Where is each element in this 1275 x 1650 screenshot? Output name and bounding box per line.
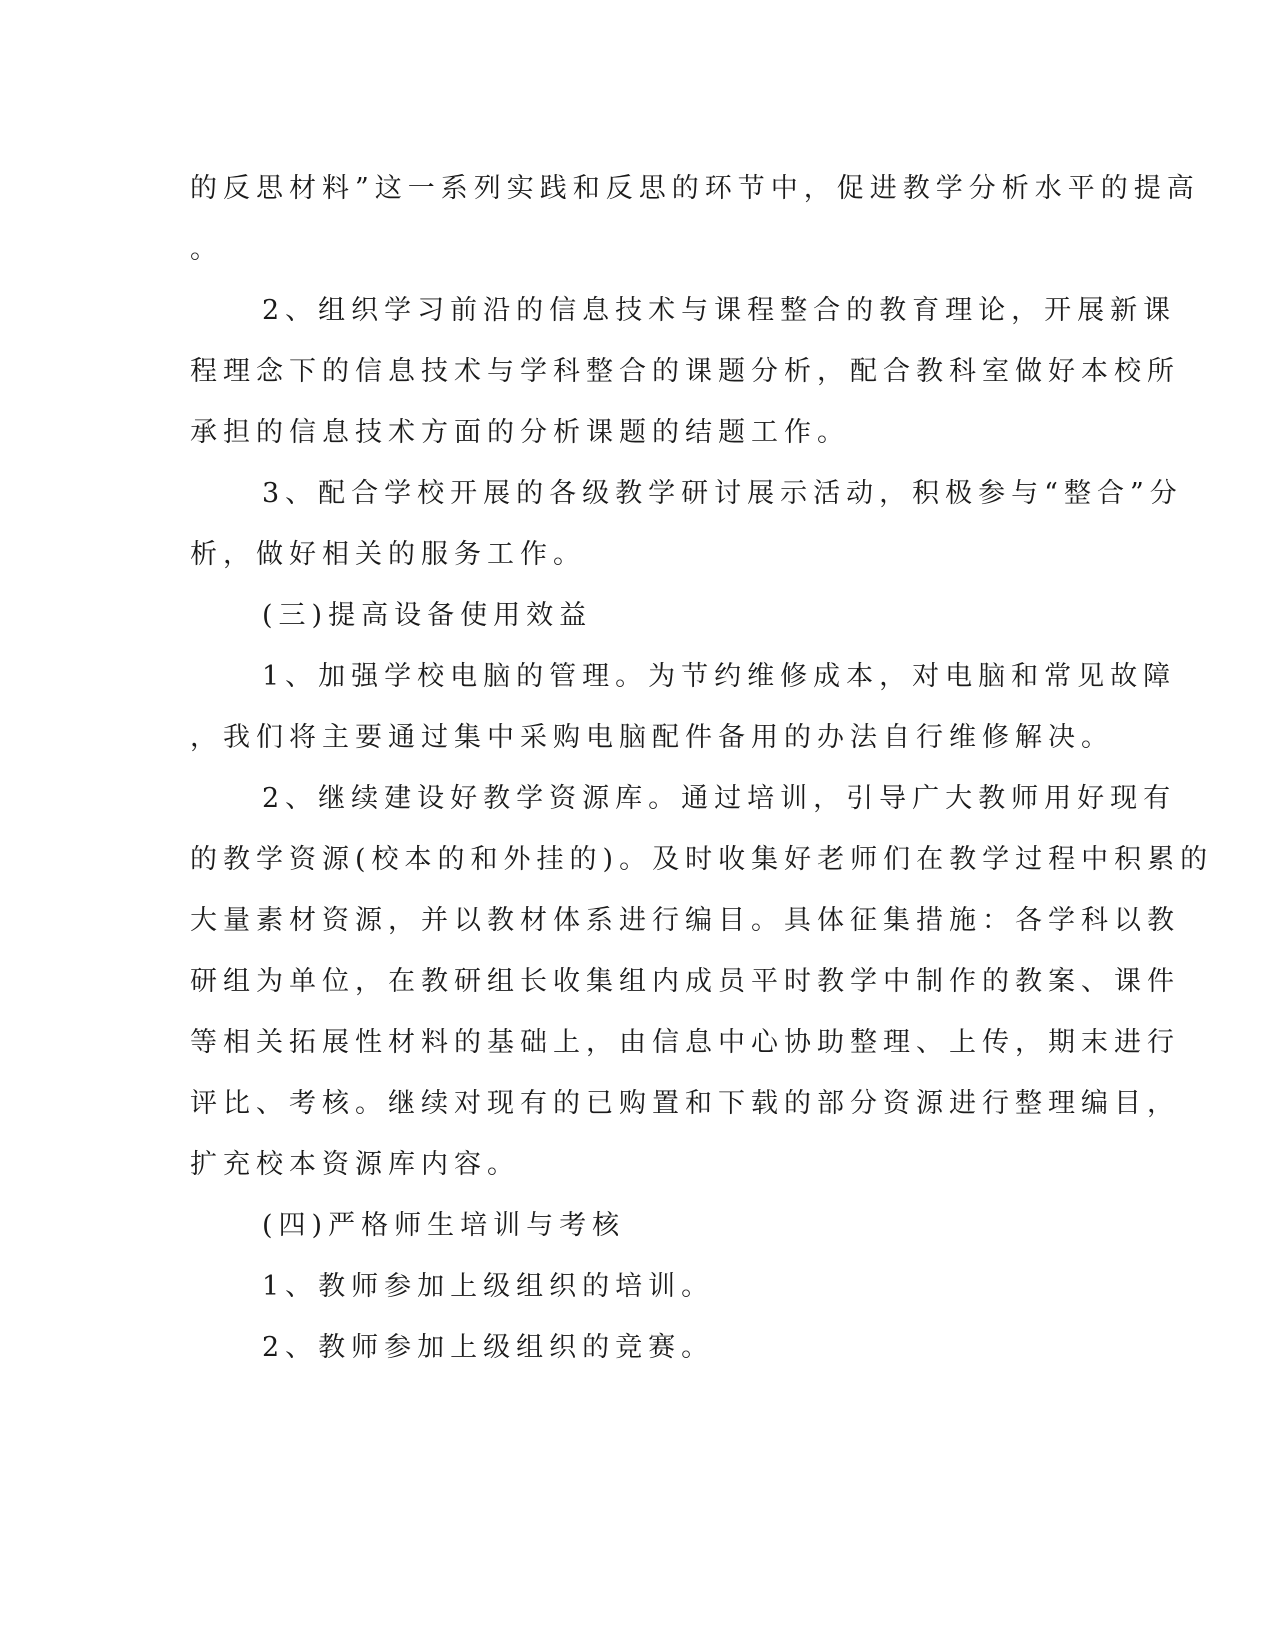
text-line: 2、继续建设好教学资源库。通过培训，引导广大教师用好现有 xyxy=(262,783,1177,814)
text-line: 等相关拓展性材料的基础上，由信息中心协助整理、上传，期末进行 xyxy=(190,1027,1180,1058)
text-line: 1、加强学校电脑的管理。为节约维修成本，对电脑和常见故障 xyxy=(262,661,1177,692)
text-line: 承担的信息技术方面的分析课题的结题工作。 xyxy=(190,417,850,448)
text-line: 1、教师参加上级组织的培训。 xyxy=(262,1271,715,1302)
text-line: 程理念下的信息技术与学科整合的课题分析，配合教科室做好本校所 xyxy=(190,356,1180,387)
text-line: 的反思材料”这一系列实践和反思的环节中，促进教学分析水平的提高 xyxy=(190,173,1200,204)
text-line: 研组为单位，在教研组长收集组内成员平时教学中制作的教案、课件 xyxy=(190,966,1180,997)
text-line: 2、教师参加上级组织的竞赛。 xyxy=(262,1332,715,1363)
section-heading: (三)提高设备使用效益 xyxy=(262,600,593,631)
text-line: 大量素材资源，并以教材体系进行编目。具体征集措施：各学科以教 xyxy=(190,905,1180,936)
text-line: ，我们将主要通过集中采购电脑配件备用的办法自行维修解决。 xyxy=(190,722,1114,753)
text-line: 。 xyxy=(190,234,223,265)
document-body xyxy=(190,158,1214,1378)
text-line: 评比、考核。继续对现有的已购置和下载的部分资源进行整理编目， xyxy=(190,1088,1180,1119)
text-line: 的教学资源(校本的和外挂的)。及时收集好老师们在教学过程中积累的 xyxy=(190,844,1214,875)
section-heading: (四)严格师生培训与考核 xyxy=(262,1210,626,1241)
text-line: 3、配合学校开展的各级教学研讨展示活动，积极参与“整合”分 xyxy=(262,478,1183,509)
text-line: 析，做好相关的服务工作。 xyxy=(190,539,586,570)
text-line: 2、组织学习前沿的信息技术与课程整合的教育理论，开展新课 xyxy=(262,295,1177,326)
text-line: 扩充校本资源库内容。 xyxy=(190,1149,520,1180)
